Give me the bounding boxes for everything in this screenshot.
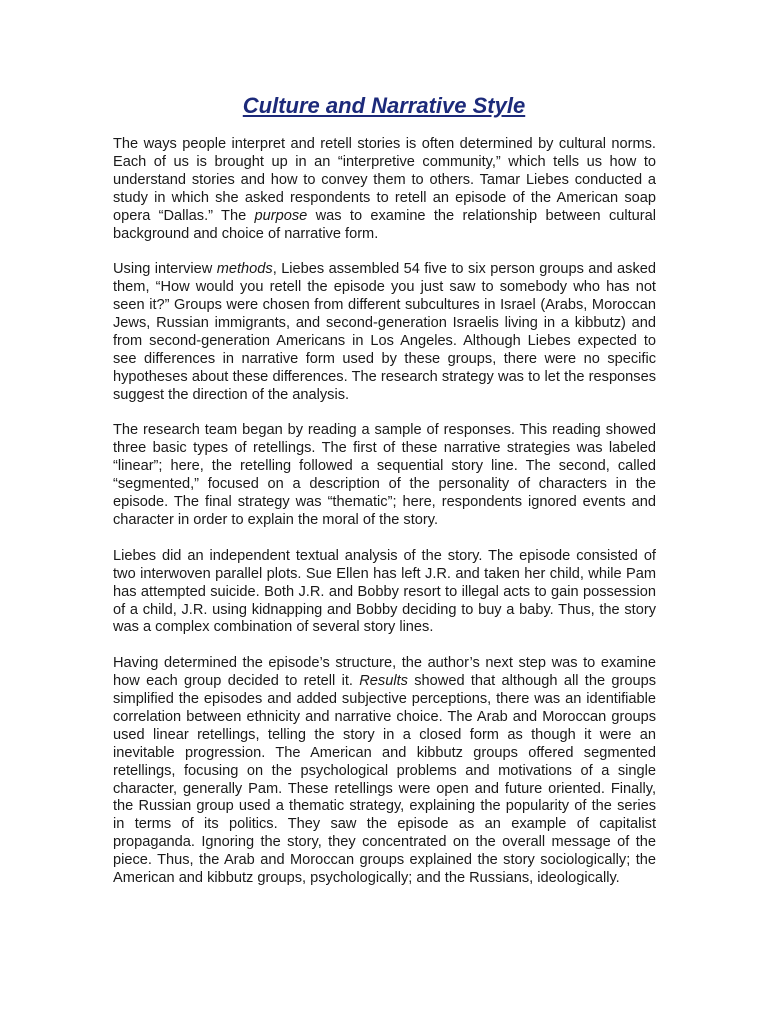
paragraph-4: Liebes did an independent textual analysis of the story. The episode consisted of two interwoven parallel plots. Sue Ellen has left J.R. and taken her child, while Pam has attempted suicide. Both J.R. and Bobby resort to illegal acts to gain possession of a child, J.R. using kidnapping and Bobby deciding to buy a baby. Thus, the story was a complex combination of several story lines. — [113, 547, 656, 636]
paragraph-5 — [113, 655, 656, 888]
document-body — [113, 136, 656, 906]
paragraph-2-emphasis: methods — [216, 261, 273, 278]
paragraph-5-emphasis: Results — [359, 673, 408, 690]
paragraph-2-text-b: , Liebes assembled 54 five to six person groups and asked them, “How would you retell the episode you just saw to somebody who has not seen it?” Groups were chosen from different subcultures in Israel (Arabs, Moroccan Jews, Russian immigrants, and second-generation Israelis living in a kibbutz) and from second-generation Americans in Los Angeles. Although Liebes expected to see differences in narrative form used by these groups, there were no specific hypotheses about these differences. The research strategy was to let the responses suggest the direction of the analysis. — [113, 261, 656, 403]
document-title: Culture and Narrative Style — [242, 93, 526, 118]
paragraph-2-text-a: Using interview — [113, 261, 217, 278]
paragraph-3: The research team began by reading a sample of responses. This reading showed three basic types of retellings. The first of these narrative strategies was labeled “linear”; here, the retelling followed a sequential story line. The second, called “segmented,” focused on a description of the personality of characters in the episode. The final strategy was “thematic”; here, respondents ignored events and character in order to explain the moral of the story. — [113, 422, 656, 528]
paragraph-1-emphasis: purpose — [254, 207, 308, 224]
paragraph-1-text-b: was to examine the relationship between cultural background and choice of narrative form. — [113, 207, 657, 242]
paragraph-1 — [113, 136, 656, 243]
paragraph-5-text-a: Having determined the episode’s structure, the author’s next step was to examine how each group decided to retell it. — [113, 655, 656, 690]
paragraph-1-text-a: The ways people interpret and retell stories is often determined by cultural norms. Each of us is brought up in an “interpretive community,” which tells us how to understand stories and how to convey them to others. Tamar Liebes conducted a study in which she asked respondents to retell an episode of the American soap opera “Dallas.” The — [113, 136, 656, 224]
paragraph-5-text-b: showed that although all the groups simplified the episodes and added subjective perceptions, there was an identifiable correlation between ethnicity and narrative choice. The Arab and Moroccan groups used linear retellings, telling the story in a closed form as though it were an inevitable progression. The American and kibbutz groups offered segmented retellings, focusing on the psychological problems and motivations of a single character, generally Pam. These retellings were open and future oriented. Finally, the Russian group used a thematic strategy, explaining the popularity of the series in terms of its politics. They saw the episode as an example of capitalist propaganda. Ignoring the story, they concentrated on the overall message of the piece. Thus, the Arab and Moroccan groups explained the story sociologically; the American and kibbutz groups, psychologically; and the Russians, ideologically. — [113, 673, 657, 887]
paragraph-2 — [113, 261, 656, 404]
